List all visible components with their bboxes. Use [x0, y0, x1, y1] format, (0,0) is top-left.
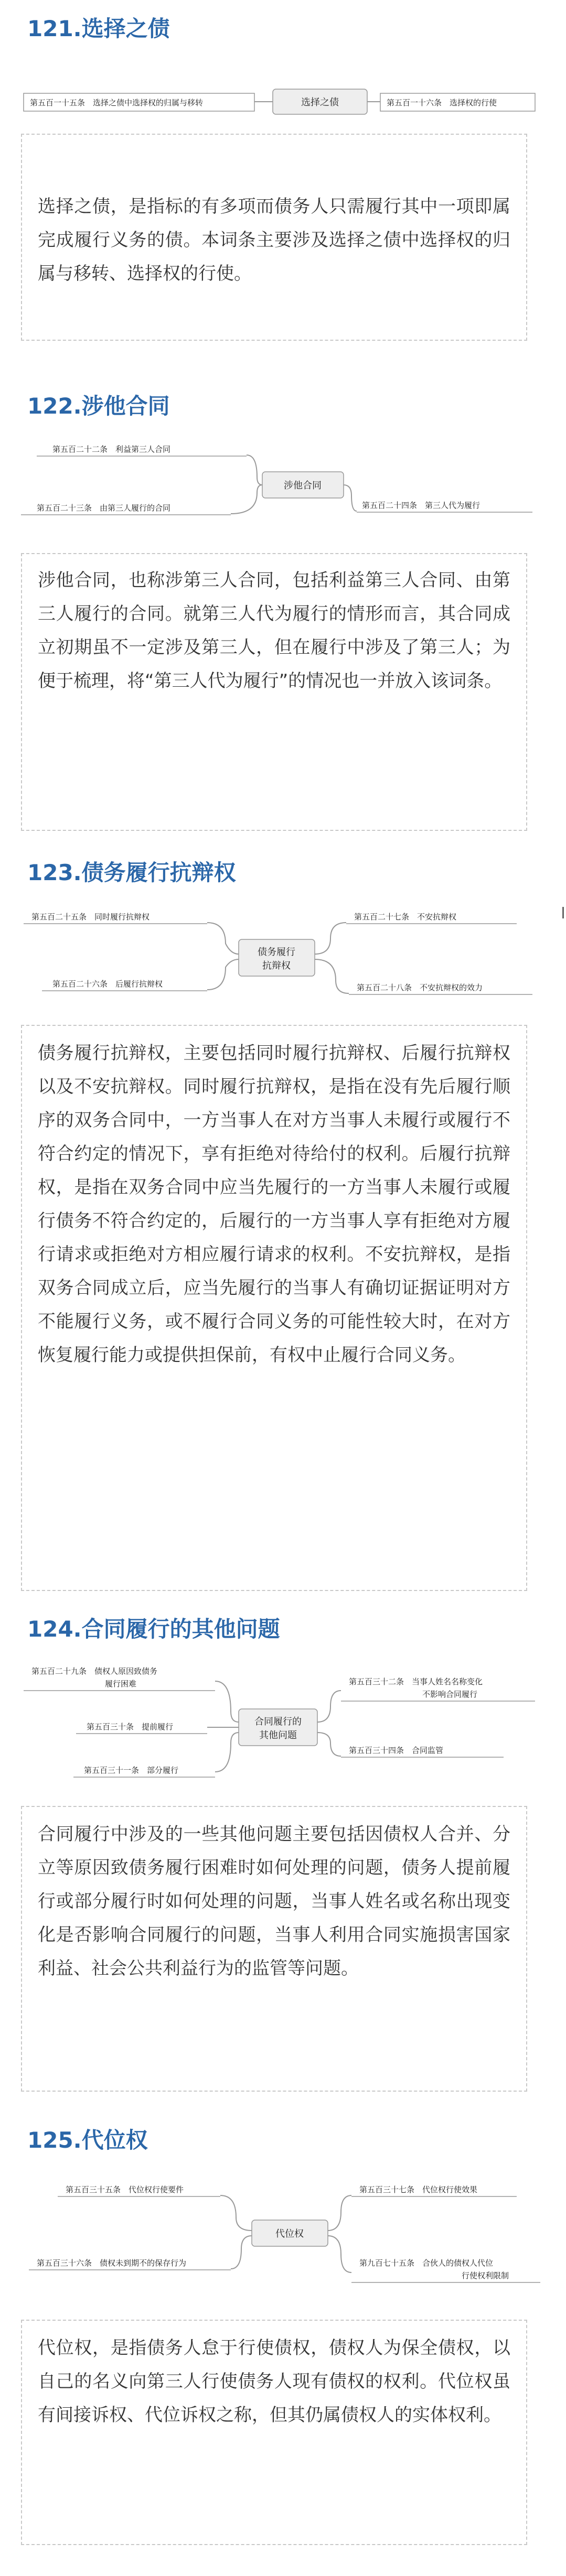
- right-node-0: 第五百一十六条 选择权的行使: [387, 98, 497, 107]
- section-title-124: 124.合同履行的其他问题: [27, 1616, 280, 1642]
- right-node-1-line-0: 第九百七十五条 合伙人的债权人代位: [359, 2258, 494, 2268]
- right-node-0: 第五百三十七条 代位权行使效果: [359, 2185, 478, 2194]
- center-node-line-0: 债务履行: [258, 947, 295, 958]
- mindmap-123: [0, 902, 566, 1017]
- mindmap-124: [0, 1654, 566, 1801]
- left-node-0-line-0: 第五百二十九条 债权人原因致债务: [31, 1666, 158, 1676]
- definition-text: 合同履行中涉及的一些其他问题主要包括因债权人合并、分立等原因致债务履行困难时如何处理的问题，债务人提前履行或部分履行时如何处理的问题，当事人姓名或名称出现变化是否影响合同履行的问题，当事人利用合同实施损害国家利益、社会公共利益行为的监管等问题。: [38, 1824, 510, 1979]
- left-node-1: 第五百二十六条 后履行抗辩权: [52, 979, 163, 989]
- section-title-122: 122.涉他合同: [27, 393, 170, 419]
- definition-box-122: [21, 553, 527, 831]
- left-node-0: 第五百二十二条 利益第三人合同: [52, 445, 171, 454]
- right-node-0: 第五百二十四条 第三人代为履行: [362, 501, 480, 510]
- center-node-line-1: 其他问题: [259, 1730, 297, 1741]
- left-node-0: 第五百二十五条 同时履行抗辩权: [31, 912, 150, 922]
- mindmap-122: [0, 435, 566, 540]
- left-node-1: 第五百三十条 提前履行: [87, 1722, 174, 1731]
- center-node-line-1: 抗辩权: [262, 960, 291, 971]
- right-node-1-line-1: 行使权利限制: [462, 2271, 509, 2280]
- definition-text: 选择之债，是指标的有多项而债务人只需履行其中一项即属完成履行义务的债。本词条主要涉及选择之债中选择权的归属与移转、选择权的行使。: [38, 196, 510, 284]
- definition-text: 涉他合同，也称涉第三人合同，包括利益第三人合同、由第三人履行的合同。就第三人代为履行的情形而言，其合同成立初期虽不一定涉及第三人，但在履行中涉及了第三人；为便于梳理，将“第三人代为履行”的情况也一并放入该词条。: [38, 570, 510, 691]
- definition-box-125: [21, 2320, 527, 2545]
- center-node: 代位权: [275, 2228, 304, 2239]
- section-title-123: 123.债务履行抗辩权: [27, 860, 236, 885]
- right-node-1: 第五百二十八条 不安抗辩权的效力: [357, 983, 483, 992]
- right-node-0-line-0: 第五百三十二条 当事人姓名名称变化: [349, 1677, 483, 1686]
- mindmap-125: [0, 2170, 566, 2301]
- definition-text: 债务履行抗辩权，主要包括同时履行抗辩权、后履行抗辩权以及不安抗辩权。同时履行抗辩权，是指在没有先后履行顺序的双务合同中，一方当事人在对方当事人未履行或履行不符合约定的情况下，享有拒绝对待给付的权利。后履行抗辩权，是指在双务合同中应当先履行的一方当事人未履行或履行债务不符合约定的，后履行的一方当事人享有拒绝对方履行请求或拒绝对方相应履行请求的权利。不安抗辩权，是指双务合同成立后，应当先履行的当事人有确切证据证明对方不能履行义务，或不履行合同义务的可能性较大时，在对方恢复履行能力或提供担保前，有权中止履行合同义务。: [38, 1043, 510, 1366]
- right-node-0: 第五百二十七条 不安抗辩权: [354, 912, 457, 922]
- left-node-1: 第五百三十六条 债权未到期不的保存行为: [37, 2258, 187, 2268]
- left-node-0: 第五百三十五条 代位权行使要件: [66, 2185, 184, 2194]
- section-title-125: 125.代位权: [27, 2127, 148, 2153]
- left-node-2: 第五百三十一条 部分履行: [84, 1766, 179, 1775]
- left-node-0-line-1: 履行困难: [105, 1679, 137, 1689]
- center-node-line-0: 合同履行的: [254, 1716, 302, 1727]
- definition-text: 代位权，是指债务人怠于行使债权，债权人为保全债权，以自己的名义向第三人行使债务人现有债权的权利。代位权虽有间接诉权、代位诉权之称，但其仍属债权人的实体权利。: [38, 2337, 510, 2426]
- right-node-1: 第五百三十四条 合同监管: [349, 1746, 444, 1755]
- center-node: 选择之债: [301, 97, 339, 108]
- left-node-0: 第五百一十五条 选择之债中选择权的归属与移转: [30, 98, 204, 107]
- center-node: 涉他合同: [284, 480, 322, 491]
- definition-box-121: [21, 134, 527, 341]
- definition-box-123: [21, 1025, 527, 1591]
- scroll-marker: [562, 907, 564, 918]
- left-node-1: 第五百二十三条 由第三人履行的合同: [37, 503, 171, 513]
- section-title-121: 121.选择之债: [27, 16, 170, 41]
- right-node-0-line-1: 不影响合同履行: [422, 1690, 478, 1699]
- definition-box-124: [21, 1806, 527, 2092]
